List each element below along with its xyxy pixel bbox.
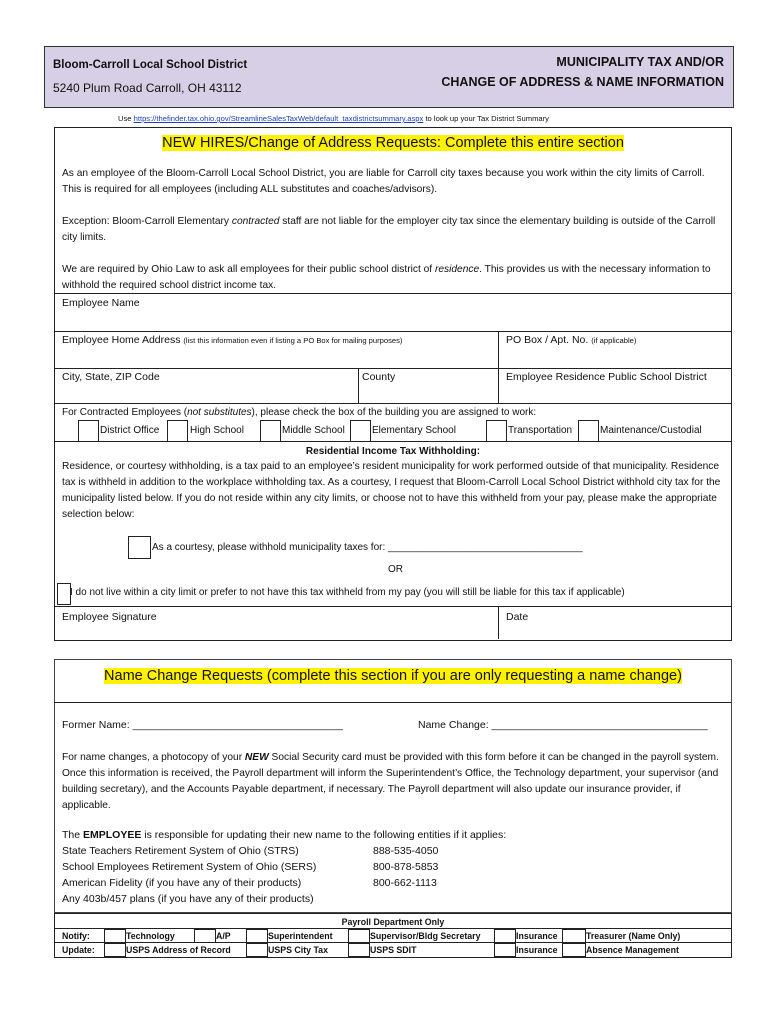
building-label-transportation: Transportation [508, 425, 573, 436]
nc-para-a: For name changes, a photocopy of your [62, 752, 245, 763]
county-field[interactable] [360, 385, 496, 401]
district-name: Bloom-Carroll Local School District [53, 59, 248, 71]
home-address-text: Employee Home Address [62, 334, 181, 346]
notify-technology-checkbox[interactable] [104, 929, 126, 943]
courtesy-withhold-label: As a courtesy, please withhold municipality taxes for: ___________________________________ [152, 542, 583, 553]
lookup-suffix: to look up your Tax District Summary [423, 114, 549, 123]
update-absence-label: Absence Management [586, 945, 679, 955]
new-hires-para1: As an employee of the Bloom-Carroll Local School District, you are liable for Carroll city taxes because you work within the city limits of Carroll. This is required for all employees (including ALL substitutes and coaches/advisors). [62, 168, 705, 195]
checkbox-middle-school[interactable] [260, 420, 281, 442]
notify-supervisor-checkbox[interactable] [348, 929, 370, 943]
entity-name: State Teachers Retirement System of Ohio (STRS) [62, 845, 299, 857]
po-box-field[interactable] [500, 348, 728, 366]
lookup-prefix: Use [118, 114, 134, 123]
entity-phone: 800-878-5853 [373, 861, 439, 873]
home-address-note: (list this information even if listing a PO Box for mailing purposes) [183, 336, 403, 345]
new-hires-heading-text: NEW HIRES/Change of Address Requests: Complete this entire section [162, 135, 624, 151]
notify-ap-label: A/P [216, 931, 231, 941]
checkbox-high-school[interactable] [167, 420, 188, 442]
grid-line [54, 368, 731, 369]
entity-name: American Fidelity (if you have any of their products) [62, 877, 302, 889]
para2-a: Exception: Bloom-Carroll Elementary [62, 216, 232, 227]
district-address: 5240 Plum Road Carroll, OH 43112 [53, 81, 242, 95]
update-usps-city-tax-checkbox[interactable] [246, 943, 268, 957]
residence-district-label: Employee Residence Public School District [506, 371, 707, 383]
grid-line [358, 368, 359, 403]
city-state-zip-label: City, State, ZIP Code [62, 371, 160, 383]
new-hires-para2 [62, 214, 722, 246]
grid-line [54, 441, 731, 442]
building-label-high-school: High School [190, 425, 244, 436]
building-label-middle-school: Middle School [282, 425, 345, 436]
update-absence-checkbox[interactable] [562, 943, 586, 957]
no-withhold-label: I do not live within a city limit or prefer to not have this tax withheld from my pay (you will still be liable for this tax if applicable) [70, 587, 625, 598]
update-usps-sdit-label: USPS SDIT [370, 945, 417, 955]
update-usps-city-tax-label: USPS City Tax [268, 945, 328, 955]
para3-a: We are required by Ohio Law to ask all employees for their public school district of [62, 264, 435, 275]
notify-supervisor-label: Supervisor/Bldg Secretary [370, 931, 481, 941]
employee-name-label: Employee Name [62, 297, 140, 309]
form-title-line2: CHANGE OF ADDRESS & NAME INFORMATION [441, 75, 724, 89]
notify-treasurer-label: Treasurer (Name Only) [586, 931, 681, 941]
home-address-field[interactable] [56, 348, 496, 366]
notify-insurance-label: Insurance [516, 931, 558, 941]
resp-c: is responsible for updating their new name to the following entities if it applies: [141, 829, 507, 841]
notify-technology-label: Technology [126, 931, 175, 941]
residence-district-field[interactable] [500, 385, 728, 401]
notify-superintendent-checkbox[interactable] [246, 929, 268, 943]
checkbox-no-withhold[interactable] [57, 583, 71, 605]
date-label: Date [506, 611, 529, 623]
grid-line [54, 928, 731, 929]
para2-em: contracted [231, 216, 280, 227]
notify-superintendent-label: Superintendent [268, 931, 333, 941]
county-label: County [362, 371, 396, 383]
entity-name: School Employees Retirement System of Ohio (SERS) [62, 861, 317, 873]
form-title-line1: MUNICIPALITY TAX AND/OR [556, 55, 724, 69]
entity-phone: 800-662-1113 [373, 877, 437, 889]
tax-finder-link[interactable]: https://thefinder.tax.ohio.gov/StreamlineSalesTaxWeb/default_taxdistrictsummary.aspx [133, 114, 424, 123]
employee-signature-label: Employee Signature [62, 611, 157, 623]
name-change-para [62, 750, 730, 814]
building-label-elementary-school: Elementary School [372, 425, 456, 436]
building-label-maintenance: Maintenance/Custodial [600, 425, 702, 436]
new-name-label: Name Change: _____________________________________ [418, 719, 708, 731]
nc-para-b: Social Security card must be provided with this form before it can be changed in the payroll system. Once this information is received, the Payroll department will inform the Superintendent’s Office, the Technology department, your supervisor (and building secretary), and the Accounts Payable department, if necessary. The Payroll department will also update our insurance provider, if applicable. [62, 752, 719, 811]
notify-label: Notify: [62, 931, 90, 941]
para3-em: residence [434, 264, 480, 275]
entity-name: Any 403b/457 plans (if you have any of their products) [62, 893, 314, 905]
grid-line [54, 942, 731, 943]
new-hires-para3 [62, 262, 727, 294]
update-label: Update: [62, 945, 95, 955]
checkbox-district-office[interactable] [78, 420, 99, 442]
or-separator: OR [388, 564, 403, 575]
employee-signature-field[interactable] [56, 624, 496, 638]
checkbox-courtesy-withhold[interactable] [128, 536, 151, 559]
entity-phone: 888-535-4050 [373, 845, 439, 857]
new-hires-heading [0, 134, 770, 152]
update-insurance-checkbox[interactable] [494, 943, 516, 957]
grid-line [54, 293, 731, 294]
update-usps-address-checkbox[interactable] [104, 943, 126, 957]
update-insurance-label: Insurance [516, 945, 558, 955]
para3-b: . This provides us with the necessary information to withhold the required school district income tax. [62, 264, 711, 291]
resp-a: The [62, 829, 84, 841]
po-box-note: (if applicable) [591, 336, 637, 345]
checkbox-elementary-school[interactable] [350, 420, 371, 442]
grid-line [54, 702, 731, 703]
grid-line [54, 403, 731, 404]
update-usps-sdit-checkbox[interactable] [348, 943, 370, 957]
notify-insurance-checkbox[interactable] [494, 929, 516, 943]
grid-line [498, 606, 499, 639]
city-state-zip-field[interactable] [56, 385, 356, 401]
para2-b: staff are not liable for the employer city tax since the elementary building is outside of the Carroll city limits. [62, 216, 716, 243]
residential-heading: Residential Income Tax Withholding: [305, 446, 481, 457]
grid-line [54, 606, 731, 607]
former-name-label: Former Name: ____________________________________ [62, 719, 343, 731]
residential-para: Residence, or courtesy withholding, is a tax paid to an employee’s resident municipality for work performed outside of that municipality. Residence tax is withheld in addition to the workplace withholding tax. As a courtesy, I request that Bloom-Carroll Local School District withhold city tax for the municipality listed below. If you do not reside within any city limits, or choose not to have this withheld from your pay, please make the appropriate selection below: [62, 461, 721, 520]
po-box-label [506, 333, 636, 348]
grid-line [54, 331, 731, 332]
notify-ap-checkbox[interactable] [194, 929, 216, 943]
resp-b: EMPLOYEE [83, 829, 142, 841]
contracted-b: ), please check the box of the building you are assigned to work: [251, 407, 537, 418]
name-change-heading [0, 667, 770, 685]
home-address-label [62, 333, 402, 348]
payroll-heading: Payroll Department Only [341, 917, 445, 927]
building-label-district-office: District Office [100, 425, 160, 436]
checkbox-maintenance[interactable] [578, 420, 599, 442]
employee-responsibility [62, 828, 506, 842]
nc-para-em: NEW [244, 752, 269, 763]
grid-line [498, 331, 499, 368]
notify-treasurer-checkbox[interactable] [562, 929, 586, 943]
lookup-line [118, 112, 549, 126]
contracted-em: not substitutes [187, 407, 252, 418]
update-usps-address-label: USPS Address of Record [126, 945, 231, 955]
po-box-text: PO Box / Apt. No. [506, 334, 589, 346]
grid-line [498, 368, 499, 403]
employee-name-field[interactable] [56, 310, 728, 330]
checkbox-transportation[interactable] [486, 420, 507, 442]
name-change-heading-text: Name Change Requests (complete this section if you are only requesting a name change) [104, 668, 682, 684]
contracted-instructions [62, 406, 536, 420]
contracted-a: For Contracted Employees ( [62, 407, 188, 418]
date-field[interactable] [500, 624, 728, 638]
